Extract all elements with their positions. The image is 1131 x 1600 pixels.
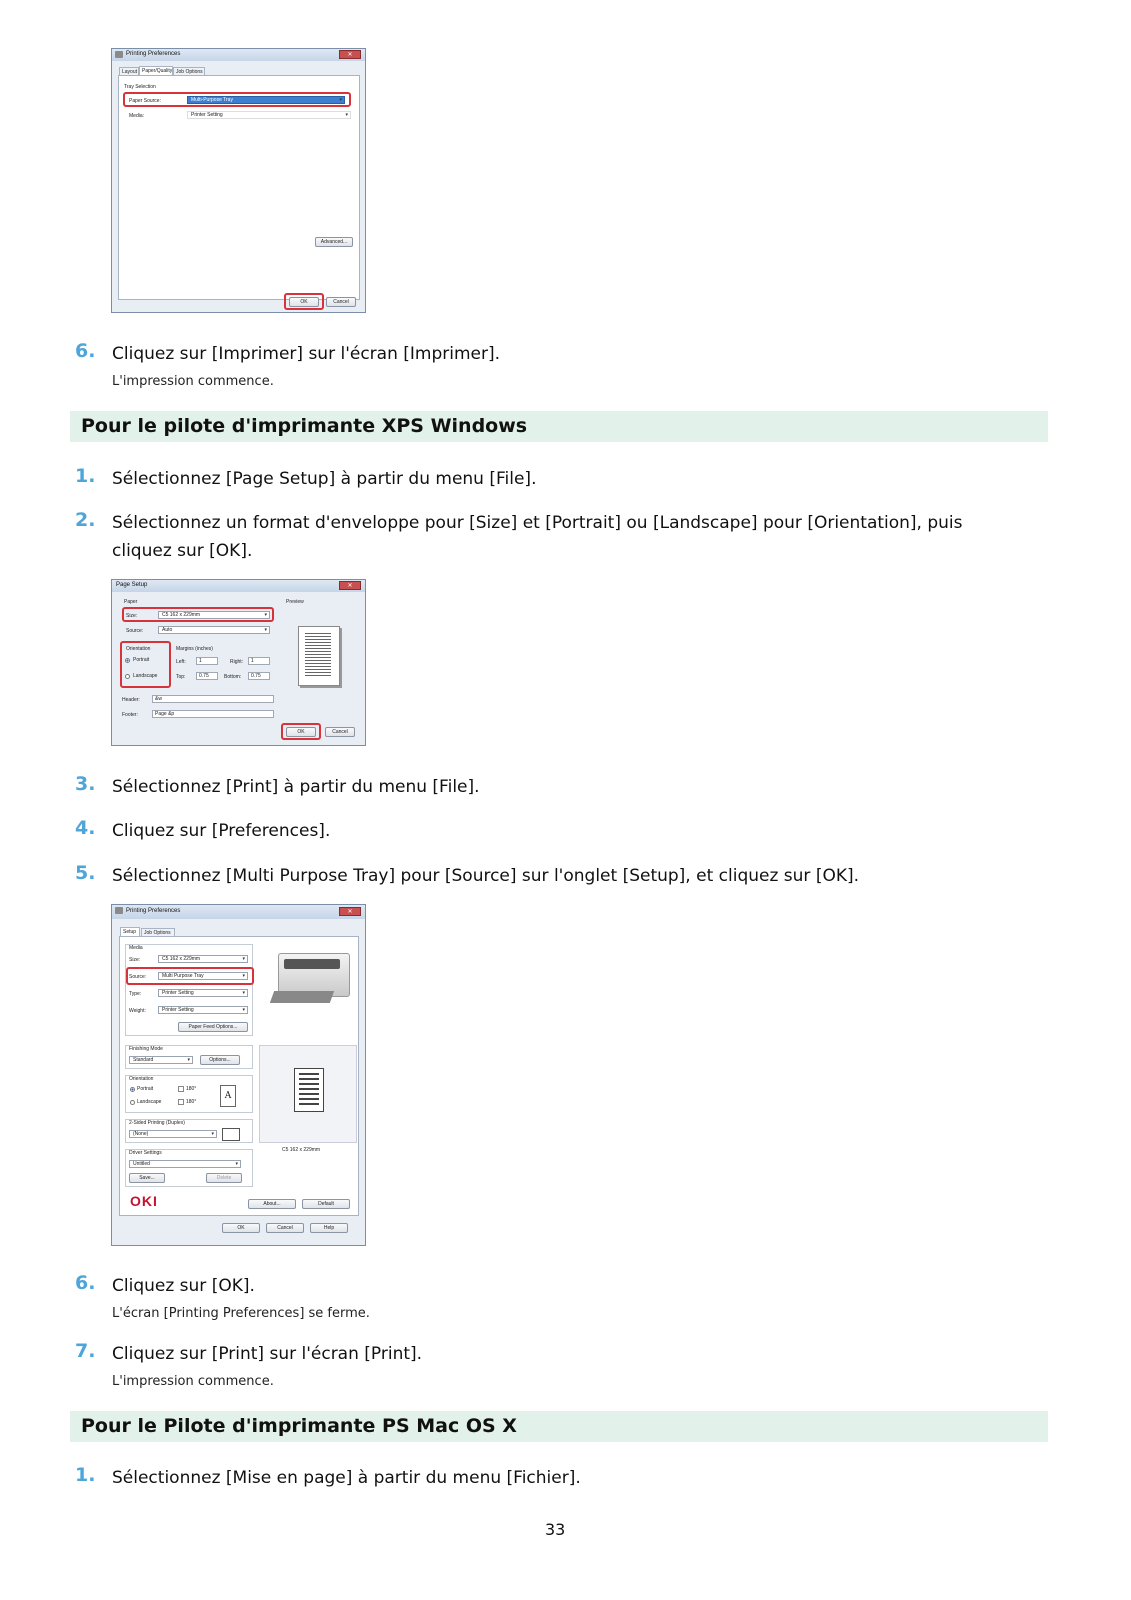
media-select[interactable]: Printer Setting ▾ <box>187 111 351 119</box>
section-title: Pour le pilote d'imprimante XPS Windows <box>81 415 528 437</box>
right-field[interactable]: 1 <box>248 657 270 665</box>
duplex-label: 2-Sided Printing (Duplex) <box>129 1120 185 1126</box>
landscape-label: Landscape <box>133 673 158 679</box>
rotate-180-portrait-checkbox[interactable] <box>178 1086 184 1092</box>
weight-select[interactable]: Printer Setting ▾ <box>158 1006 248 1014</box>
step-number: 1. <box>75 1464 96 1486</box>
step-text: Cliquez sur [Preferences]. <box>112 821 331 841</box>
delete-button[interactable]: Delete <box>206 1173 242 1183</box>
step-number: 6. <box>75 340 96 362</box>
tab-job-options[interactable]: Job Options <box>173 67 205 76</box>
ok-highlight <box>281 723 321 740</box>
margins-label: Margins (inches) <box>176 646 213 652</box>
size-select[interactable]: C5 162 x 229mm ▾ <box>158 955 248 963</box>
source-select[interactable]: Multi Purpose Tray ▾ <box>158 972 248 980</box>
tab-paper-quality[interactable]: Paper/Quality <box>139 66 173 76</box>
footer-field[interactable]: Page &p <box>152 710 274 718</box>
finishing-mode-label: Finishing Mode <box>129 1046 163 1052</box>
right-label: Right: <box>230 659 244 665</box>
paper-source-select[interactable]: Multi-Purpose Tray ▾ <box>187 96 345 104</box>
left-label: Left: <box>176 659 186 665</box>
about-button[interactable]: About... <box>248 1199 296 1209</box>
paper-feed-options-button[interactable]: Paper Feed Options... <box>178 1022 248 1032</box>
step-text: Sélectionnez [Page Setup] à partir du menu [File]. <box>112 469 537 489</box>
portrait-label: Portrait <box>133 657 150 663</box>
rotate-180-landscape-checkbox[interactable] <box>178 1099 184 1105</box>
title-bar <box>112 580 365 592</box>
step-text: Sélectionnez [Multi Purpose Tray] pour [Source] sur l'onglet [Setup], et cliquez sur [OK]. <box>112 866 860 886</box>
rotate-180-label: 180° <box>186 1099 197 1105</box>
source-highlight <box>126 967 254 985</box>
ok-button[interactable]: OK <box>222 1223 260 1233</box>
source-label: Source: <box>129 974 147 980</box>
tab-setup[interactable]: Setup <box>120 927 140 937</box>
rotate-180-label: 180° <box>186 1086 197 1092</box>
tray-selection-label: Tray Selection <box>124 84 156 90</box>
step-number: 5. <box>75 862 96 884</box>
paper-group-label: Paper <box>124 599 138 605</box>
step-note: L'impression commence. <box>112 1374 274 1389</box>
media-label: Media <box>129 945 143 951</box>
paper-source-label: Paper Source: <box>129 98 161 104</box>
setup-panel <box>119 936 359 1216</box>
tab-job-options[interactable]: Job Options <box>141 928 175 937</box>
step-text: Cliquez sur [Print] sur l'écran [Print]. <box>112 1344 423 1364</box>
landscape-label: Landscape <box>137 1099 162 1105</box>
dialog-title: Printing Preferences <box>126 51 181 57</box>
orientation-preview-icon: A <box>220 1085 236 1107</box>
default-button[interactable]: Default <box>302 1199 350 1209</box>
page-number: 33 <box>545 1520 566 1539</box>
save-button[interactable]: Save... <box>129 1173 165 1183</box>
footer-label: Footer: <box>122 712 138 718</box>
preview-caption: C5 162 x 229mm <box>282 1147 321 1153</box>
top-label: Top: <box>176 674 186 680</box>
type-select[interactable]: Printer Setting ▾ <box>158 989 248 997</box>
step-number: 6. <box>75 1272 96 1294</box>
header-label: Header: <box>122 697 140 703</box>
source-label: Source: <box>126 628 144 634</box>
printer-image <box>270 947 356 1007</box>
step-number: 2. <box>75 509 96 531</box>
close-icon[interactable]: ✕ <box>339 50 361 59</box>
cancel-button[interactable]: Cancel <box>325 727 355 737</box>
portrait-label: Portrait <box>137 1086 154 1092</box>
weight-label: Weight: <box>129 1008 146 1014</box>
close-icon[interactable]: ✕ <box>339 581 361 590</box>
header-field[interactable]: &w <box>152 695 274 703</box>
step-text: Cliquez sur [Imprimer] sur l'écran [Imprimer]. <box>112 344 501 364</box>
media-label: Media: <box>129 113 145 119</box>
size-highlight <box>122 607 274 622</box>
step-text: Cliquez sur [OK]. <box>112 1276 255 1296</box>
printer-icon <box>115 907 123 914</box>
top-field[interactable]: 0.75 <box>196 672 218 680</box>
orientation-label: Orientation <box>126 646 151 652</box>
tab-panel <box>118 75 360 300</box>
size-select[interactable]: C5 162 x 229mm ▾ <box>158 611 270 619</box>
bottom-label: Bottom: <box>224 674 242 680</box>
size-label: Size: <box>126 613 138 619</box>
section-heading-xps <box>70 411 1048 442</box>
step-text: Sélectionnez [Mise en page] à partir du menu [Fichier]. <box>112 1468 581 1488</box>
driver-settings-label: Driver Settings <box>129 1150 162 1156</box>
ok-button[interactable]: OK <box>289 297 319 307</box>
bottom-field[interactable]: 0.75 <box>248 672 270 680</box>
driver-settings-select[interactable]: Untitled ▾ <box>129 1160 241 1168</box>
step-text: Sélectionnez [Print] à partir du menu [File]. <box>112 777 480 797</box>
type-label: Type: <box>129 991 142 997</box>
step-text-cont: cliquez sur [OK]. <box>112 541 253 561</box>
section-title: Pour le Pilote d'imprimante PS Mac OS X <box>81 1415 517 1437</box>
orientation-label: Orientation <box>129 1076 154 1082</box>
step-number: 1. <box>75 465 96 487</box>
paper-source-highlight <box>123 92 351 107</box>
dialog-title: Printing Preferences <box>126 908 181 914</box>
title-bar <box>112 905 365 919</box>
title-bar <box>112 49 365 61</box>
help-button[interactable]: Help <box>310 1223 348 1233</box>
advanced-button[interactable]: Advanced... <box>315 237 353 247</box>
portrait-radio[interactable] <box>130 1087 135 1092</box>
step-note: L'impression commence. <box>112 374 274 389</box>
page-preview <box>298 626 340 686</box>
step-number: 4. <box>75 817 96 839</box>
step-number: 7. <box>75 1340 96 1362</box>
page-preview-area <box>259 1045 357 1143</box>
landscape-radio[interactable] <box>130 1100 135 1105</box>
step-note: L'écran [Printing Preferences] se ferme. <box>112 1306 370 1321</box>
tab-layout[interactable]: Layout <box>119 67 139 76</box>
section-heading-mac <box>70 1411 1048 1442</box>
printing-preferences-screenshot <box>111 48 366 313</box>
close-icon[interactable]: ✕ <box>339 907 361 916</box>
left-field[interactable]: 1 <box>196 657 218 665</box>
options-button[interactable]: Options... <box>200 1055 240 1065</box>
ok-highlight <box>284 293 324 310</box>
oki-logo: OKI <box>130 1193 158 1209</box>
cancel-button[interactable]: Cancel <box>326 297 356 307</box>
printing-preferences-setup-screenshot <box>111 904 366 1246</box>
size-label: Size: <box>129 957 141 963</box>
finishing-mode-select[interactable]: Standard ▾ <box>129 1056 193 1064</box>
orientation-highlight <box>120 641 171 688</box>
printer-icon <box>115 51 123 58</box>
dialog-title: Page Setup <box>116 582 148 588</box>
page-setup-screenshot <box>111 579 366 746</box>
cancel-button[interactable]: Cancel <box>266 1223 304 1233</box>
preview-label: Preview <box>286 599 304 605</box>
duplex-select[interactable]: (None) ▾ <box>129 1130 217 1138</box>
step-number: 3. <box>75 773 96 795</box>
ok-button[interactable]: OK <box>286 727 316 737</box>
step-text: Sélectionnez un format d'enveloppe pour [Size] et [Portrait] ou [Landscape] pour [Orientation], puis <box>112 513 963 533</box>
duplex-book-icon <box>222 1128 240 1141</box>
source-select[interactable]: Auto ▾ <box>158 626 270 634</box>
